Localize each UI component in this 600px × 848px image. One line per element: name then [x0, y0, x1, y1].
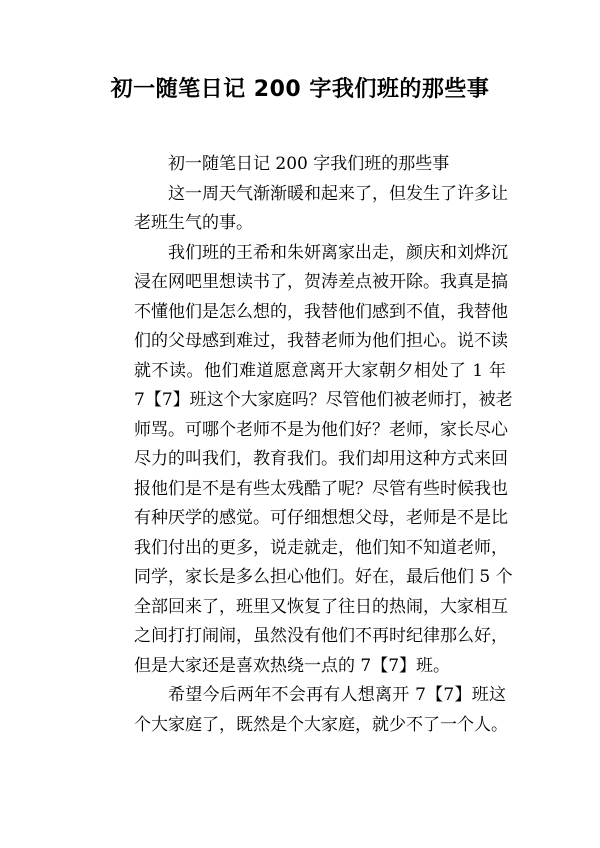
text-line: 希望今后两年不会再有人想离开 7【7】班这	[168, 685, 506, 705]
text-line: 之间打打闹闹，虽然没有他们不再时纪律那么好，	[134, 626, 508, 646]
paragraph-subtitle	[100, 150, 506, 180]
text-line: 个大家庭了，既然是个大家庭，就少不了一个人。	[134, 714, 508, 735]
text-line: 同学，家长是多么担心他们。好在，最后他们 5 个	[134, 567, 513, 587]
text-line: 但是大家还是喜欢热绕一点的 7【7】班。	[134, 655, 451, 676]
text-line: 浸在网吧里想读书了，贺涛差点被开除。我真是搞	[134, 272, 508, 292]
text-line: 师骂。可哪个老师不是为他们好？老师，家长尽心	[134, 419, 508, 440]
text-line: 尽力的叫我们，教育我们。我们却用这种方式来回	[134, 449, 508, 469]
text-line: 7【7】班这个大家庭吗？尽管他们被老师打，被老	[134, 390, 513, 410]
text-line: 们的父母感到难过，我替老师为他们担心。说不读	[134, 331, 508, 351]
text-line: 有种厌学的感觉。可仔细想想父母，老师是不是比	[134, 508, 508, 528]
text-line: 不懂他们是怎么想的，我替他们感到不值，我替他	[134, 301, 508, 322]
text-line: 这一周天气渐渐暖和起来了，但发生了许多让	[168, 183, 508, 204]
text-line: 老班生气的事。	[134, 213, 253, 233]
document-title: 初一随笔日记 200 字我们班的那些事	[110, 77, 490, 102]
text-line: 报他们是不是有些太残酷了呢？尽管有些时候我也	[134, 478, 508, 499]
text-line: 我们付出的更多，说走就走，他们知不知道老师，	[134, 537, 508, 558]
paragraph-1	[100, 180, 506, 239]
text-line: 全部回来了，班里又恢复了往日的热闹，大家相互	[134, 596, 508, 617]
text-line: 初一随笔日记 200 字我们班的那些事	[168, 154, 450, 174]
paragraph-3	[100, 681, 506, 740]
text-line: 我们班的王希和朱妍离家出走，颜庆和刘烨沉	[168, 242, 508, 263]
text-line: 就不读。他们难道愿意离开大家朝夕相处了 1 年	[134, 360, 506, 381]
paragraph-2	[100, 239, 513, 682]
document-body	[100, 150, 513, 740]
